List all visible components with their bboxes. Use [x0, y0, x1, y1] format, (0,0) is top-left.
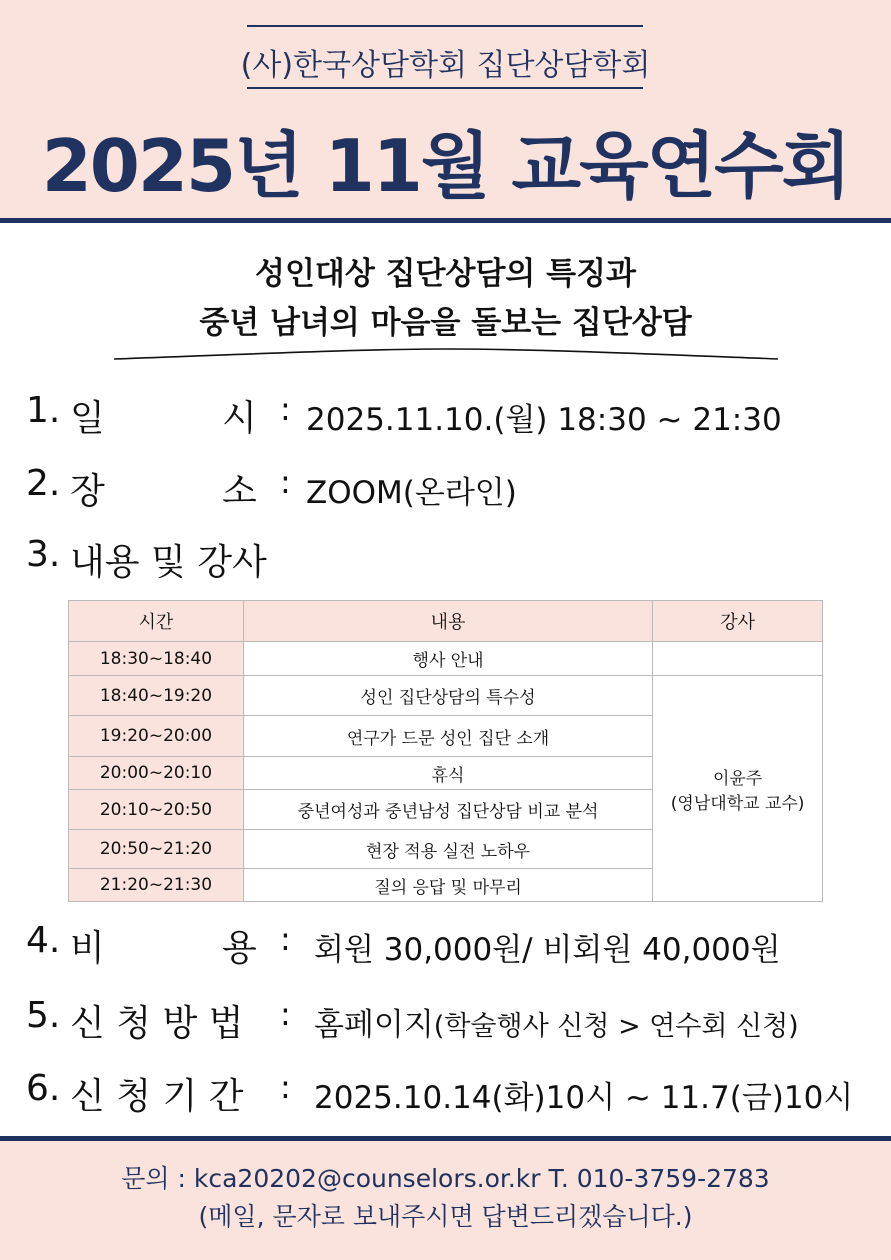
subtitle-line-2: 중년 남녀의 마음을 돌보는 집단상담 — [199, 305, 692, 341]
page-title: 2025년 11월 교육연수회 — [41, 124, 850, 208]
instructor-affiliation: (영남대학교 교수) — [670, 793, 805, 814]
item-apply-method-label: 신 청 방 법 — [70, 1003, 244, 1044]
instructor-name: 이윤주 — [712, 768, 763, 789]
header-top-rule — [247, 25, 643, 27]
subtitle-underline — [114, 345, 778, 365]
item-apply-period-label: 신 청 기 간 — [70, 1076, 244, 1117]
item-content-heading: 3. 내용 및 강사 — [26, 534, 267, 583]
item-apply-period: 6. 신 청 기 간 : 2025.10.14(화)10시 ~ 11.7(금)10시 — [26, 1068, 854, 1117]
table-row: 18:30~18:40 행사 안내 — [69, 642, 823, 676]
header-content: 내용 — [243, 601, 652, 642]
item-content-label: 내용 및 강사 — [70, 542, 267, 583]
table-row: 18:40~19:20 성인 집단상담의 특수성 이윤주 (영남대학교 교수) — [69, 676, 823, 716]
schedule-table — [68, 600, 823, 902]
subtitle-line-1: 성인대상 집단상담의 특징과 — [255, 256, 636, 292]
footer-contact — [0, 1141, 891, 1260]
table-row: 20:00~20:10 휴식 — [69, 757, 823, 790]
item-date-value: 2025.11.10.(월) 18:30 ~ 21:30 — [306, 402, 782, 438]
table-row: 20:10~20:50 중년여성과 중년남성 집단상담 비교 분석 — [69, 790, 823, 830]
item-location: 2. 장 소 : ZOOM(온라인) — [26, 463, 517, 512]
organization-name: (사)한국상담학회 집단상담학회 — [240, 48, 651, 83]
item-apply-method: 5. 신 청 방 법 : 홈페이지(학술행사 신청 > 연수회 신청) — [26, 995, 799, 1044]
item-location-value: ZOOM(온라인) — [306, 475, 517, 511]
table-row: 21:20~21:30 질의 응답 및 마무리 — [69, 869, 823, 902]
item-apply-period-value: 2025.10.14(화)10시 ~ 11.7(금)10시 — [314, 1080, 854, 1116]
contact-line: 문의 : kca20202@counselors.or.kr T. 010-3759-2783 — [121, 1164, 770, 1193]
header-divider — [0, 218, 891, 223]
item-fee: 4. 비 용 : 회원 30,000원/ 비회원 40,000원 — [26, 920, 781, 969]
header-time: 시간 — [69, 601, 244, 642]
item-fee-value: 회원 30,000원/ 비회원 40,000원 — [314, 932, 781, 968]
instructor-cell — [653, 676, 823, 902]
header-bottom-rule — [247, 87, 643, 89]
table-row: 20:50~21:20 현장 적용 실전 노하우 — [69, 830, 823, 869]
table-header-row — [69, 601, 823, 642]
table-row: 19:20~20:00 연구가 드문 성인 집단 소개 — [69, 716, 823, 757]
header-banner — [0, 0, 891, 218]
item-date: 1. 일 시 : 2025.11.10.(월) 18:30 ~ 21:30 — [26, 390, 782, 439]
contact-note: (메일, 문자로 보내주시면 답변드리겠습니다.) — [198, 1202, 693, 1231]
item-apply-method-value: 홈페이지(학술행사 신청 > 연수회 신청) — [314, 1007, 799, 1043]
header-instructor: 강사 — [653, 601, 823, 642]
